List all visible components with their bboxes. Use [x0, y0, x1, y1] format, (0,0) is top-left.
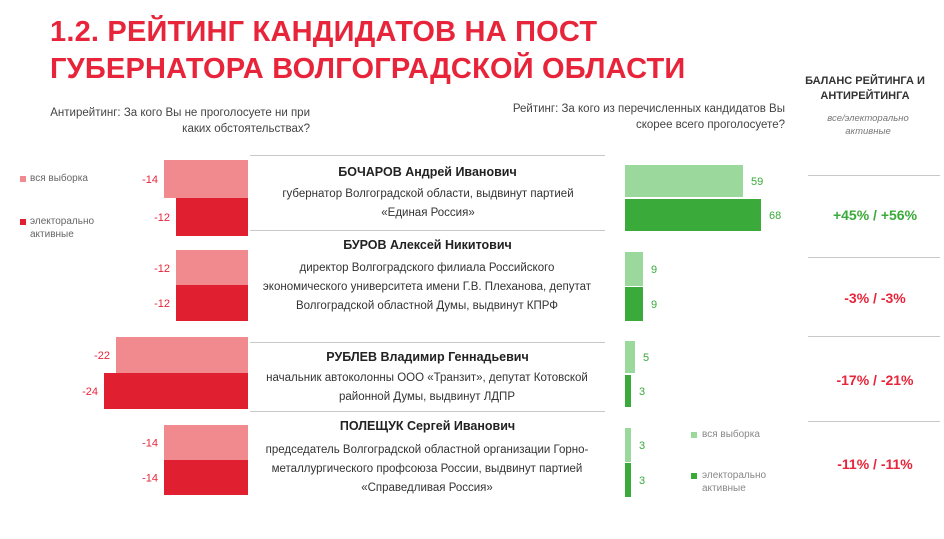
candidate-description: директор Волгоградского филиала Российского экономического университета имени Г.В. Плеханова, депутат Волгоградской областной Думы, выдвинут КПРФ — [262, 262, 592, 312]
rating-bar-all — [625, 341, 635, 373]
legend-all-left: вся выборка — [30, 173, 88, 184]
balance-value: -11% / -11% — [837, 456, 913, 472]
antirating-bar-all — [164, 160, 248, 198]
antirating-label: -24 — [82, 386, 98, 398]
antirating-bar-active — [104, 373, 248, 409]
candidate-name: ПОЛЕЩУК Сергей Иванович — [339, 419, 516, 433]
rating-label: 9 — [651, 299, 658, 311]
balance-value: -17% / -21% — [836, 372, 914, 388]
rating-question: Рейтинг: За кого из перечисленных кандидатов Вы скорее всего проголосуете? — [512, 103, 785, 131]
rating-label: 9 — [651, 264, 658, 276]
antirating-label: -14 — [142, 472, 158, 485]
rating-bar-all — [625, 165, 743, 197]
rating-bar-all — [625, 428, 631, 462]
candidate-name: БОЧАРОВ Андрей Иванович — [338, 165, 517, 179]
balance-value: +45% / +56% — [832, 207, 918, 223]
antirating-label: -12 — [154, 212, 170, 224]
antirating-bar-active — [176, 198, 248, 236]
antirating-label: -12 — [154, 298, 170, 310]
antirating-label: -14 — [142, 437, 158, 450]
balance-value: -3% / -3% — [844, 290, 906, 306]
antirating-bar-active — [164, 460, 248, 495]
rating-label: 59 — [751, 176, 764, 188]
candidate-description: начальник автоколонны ООО «Транзит», депутат Котовской районной Думы, выдвинут ЛДПР — [266, 372, 588, 403]
candidate-name: РУБЛЕВ Владимир Геннадьевич — [326, 350, 529, 364]
rating-bar-active — [625, 463, 631, 497]
antirating-bar-active — [176, 285, 248, 321]
antirating-label: -14 — [142, 174, 158, 186]
antirating-question: Антирейтинг: За кого Вы не проголосуете ни при каких обстоятельствах? — [50, 107, 310, 135]
antirating-label: -12 — [154, 263, 170, 275]
antirating-bar-all — [176, 250, 248, 286]
antirating-bar-all — [116, 337, 248, 373]
rating-label: 3 — [639, 386, 646, 398]
antirating-bar-all — [164, 425, 248, 460]
rating-label: 68 — [769, 210, 782, 222]
rating-label: 3 — [639, 440, 646, 452]
legend-all-right: вся выборка — [702, 429, 760, 440]
rating-bar-active — [625, 287, 643, 321]
candidate-description: председатель Волгоградской областной организации Горно-металлургического профсоюза России, выдвинут партией «Справедливая Россия» — [265, 444, 589, 494]
rating-label: 5 — [643, 352, 650, 364]
rating-bar-all — [625, 252, 643, 286]
candidate-name: БУРОВ Алексей Никитович — [343, 238, 512, 252]
balance-subheader: все/электорально активные — [827, 113, 909, 137]
legend-active-right: электорально активные — [702, 470, 767, 494]
candidate-description: губернатор Волгоградской области, выдвинут партией «Единая Россия» — [282, 188, 574, 219]
rating-bar-active — [625, 375, 631, 407]
antirating-label: -22 — [94, 350, 110, 362]
rating-bar-active — [625, 199, 761, 231]
legend-active-left: электорально активные — [30, 216, 95, 240]
balance-header: БАЛАНС РЕЙТИНГА И АНТИРЕЙТИНГА — [805, 75, 925, 102]
page-title: 1.2. РЕЙТИНГ КАНДИДАТОВ НА ПОСТ ГУБЕРНАТОРА ВОЛГОГРАДСКОЙ ОБЛАСТИ — [50, 16, 686, 85]
rating-label: 3 — [639, 475, 646, 487]
